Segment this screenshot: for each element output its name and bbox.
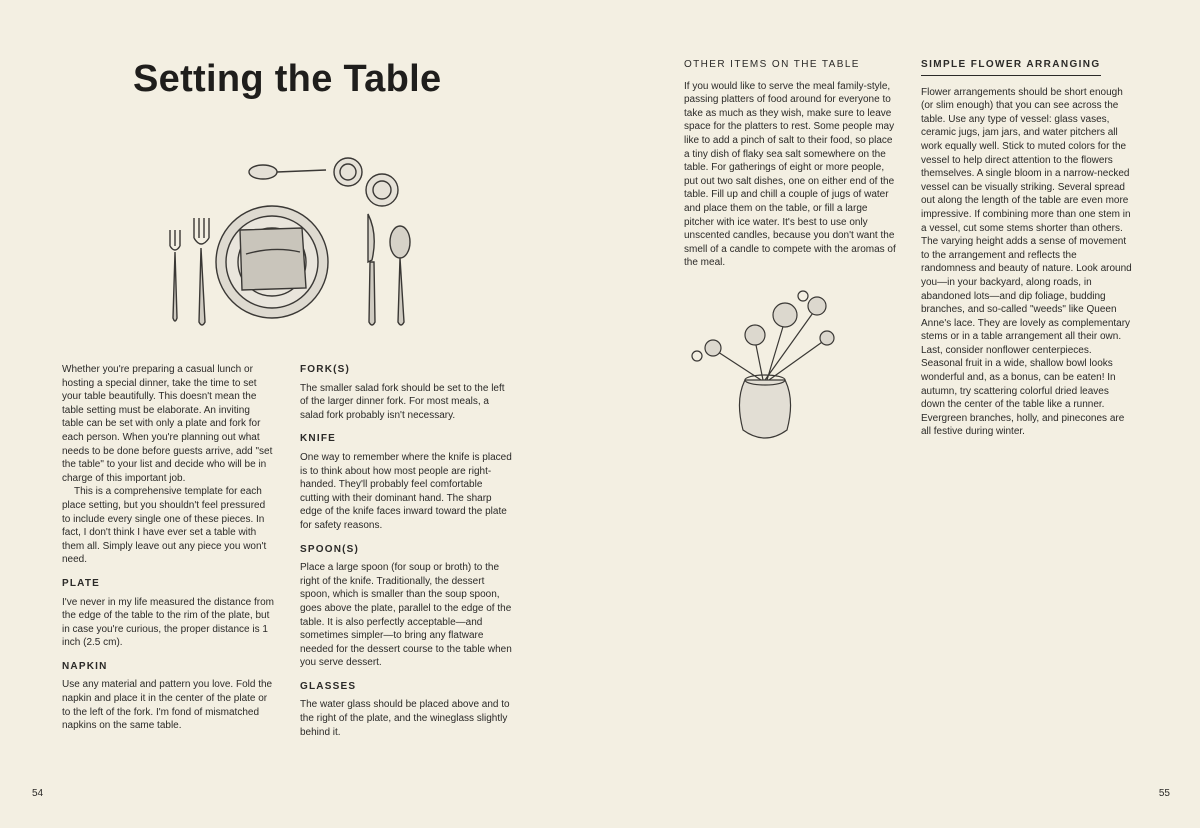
- knife-heading: KNIFE: [300, 433, 336, 445]
- flower-arranging-text: Flower arrangements should be short enough (or slim enough) that you can see across the table. Use any type of vessel: glass vases, ceramic jugs, jam jars, and water pitchers all work equally well. Stick to muted colors for the vessel to help direct attention to the flowers themselves. A single bloom in a narrow-necked vessel can be visually striking. Several spread out along the length of the table are even more impressive. If combining more than one stem in a vessel, cut some stems shorter than others. The varying height adds a sense of movement to the arrangement and reflects the randomness and beauty of nature. Look around you—in your backyard, along roads, in abandoned lots—and dip foliage, budding branches, and so-called "weeds" like Queen Anne's lace. They are lovely as complementary stems or in a table arrangement all their own. Last, consider nonflower centerpieces. Seasonal fruit in a wide, shallow bowl looks wonderful and, as a bonus, can be eaten! In autumn, try scattering colorful dried leaves down the center of the table like a runner. Evergreen branches, holly, and pinecones are all festive during winter.: [921, 86, 1132, 438]
- glasses-heading: GLASSES: [300, 680, 357, 692]
- plate-heading: PLATE: [62, 577, 101, 589]
- place-setting-illustration: [150, 150, 430, 340]
- napkin-heading: NAPKIN: [62, 660, 108, 672]
- middle-column: [300, 363, 512, 739]
- left-column: [62, 363, 274, 733]
- page-number-left: 54: [32, 788, 44, 799]
- knife-text: One way to remember where the knife is placed is to think about how most people are right-handed. They'll probably feel comfortable cutting with their dominant hand. The sharp edge of the knife faces inward toward the plate for safety reasons.: [300, 451, 512, 531]
- intro-paragraph-1: Whether you're preparing a casual lunch or hosting a special dinner, take the time to set your table beautifully. This doesn't mean the table setting must be elaborate. An inviting table can be set with only a plate and fork for each person. When you're planning out what needs to be done before guests arrive, add "set the table" to your list and decide who will be in charge of this important job.: [62, 364, 273, 484]
- other-items-text: If you would like to serve the meal family-style, passing platters of food around for everyone to take as much as they wish, make sure to leave space for the platters to rest. Some people may like to add a pinch of salt to their food, so place a tiny dish of flaky sea salt somewhere on the table. For gatherings of eight or more people, put out two salt dishes, one on either end of the table. Fill up and chill a couple of jugs of water and place them on the table, or fill a large pitcher with ice water. It's best to use only unscented candles, because you don't want the smell of a candle to compete with the aromas of the meal.: [684, 80, 896, 269]
- other-items-column: [684, 58, 896, 270]
- page-title: Setting the Table: [133, 58, 442, 100]
- flower-arranging-column: [921, 58, 1133, 439]
- plate-text: I've never in my life measured the distance from the edge of the table to the rim of the plate, but in case you're curious, the proper distance is 1 inch (2.5 cm).: [62, 596, 275, 649]
- forks-heading: FORK(S): [300, 364, 351, 375]
- spoons-text: Place a large spoon (for soup or broth) to the right of the knife. Traditionally, the dessert spoon, which is smaller than the soup spoon, goes above the plate, parallel to the edge of the table. It is also perfectly acceptable—and sometimes simpler—to bring any flatware needed for the dessert course to the table when you serve dessert.: [300, 562, 512, 669]
- spoons-heading: SPOON(S): [300, 543, 360, 555]
- other-items-heading: OTHER ITEMS ON THE TABLE: [684, 59, 860, 70]
- flower-vase-illustration: [675, 280, 855, 450]
- flower-arranging-heading: SIMPLE FLOWER ARRANGING: [921, 58, 1101, 76]
- page-number-right: 55: [1158, 788, 1170, 799]
- glasses-text: The water glass should be placed above and to the right of the plate, and the wineglass slightly behind it.: [300, 699, 510, 738]
- napkin-text: Use any material and pattern you love. Fold the napkin and place it in the center of the plate or to the left of the fork. I'm fond of mismatched napkins on the same table.: [62, 679, 273, 732]
- forks-text: The smaller salad fork should be set to the left of the larger dinner fork. For most meals, a salad fork probably isn't necessary.: [300, 382, 505, 421]
- intro-paragraph-2: This is a comprehensive template for each place setting, but you shouldn't feel pressured to include every single one of these pieces. In fact, I don't think I have ever set a table with them all. Simply leave out any piece you won't need.: [62, 486, 267, 566]
